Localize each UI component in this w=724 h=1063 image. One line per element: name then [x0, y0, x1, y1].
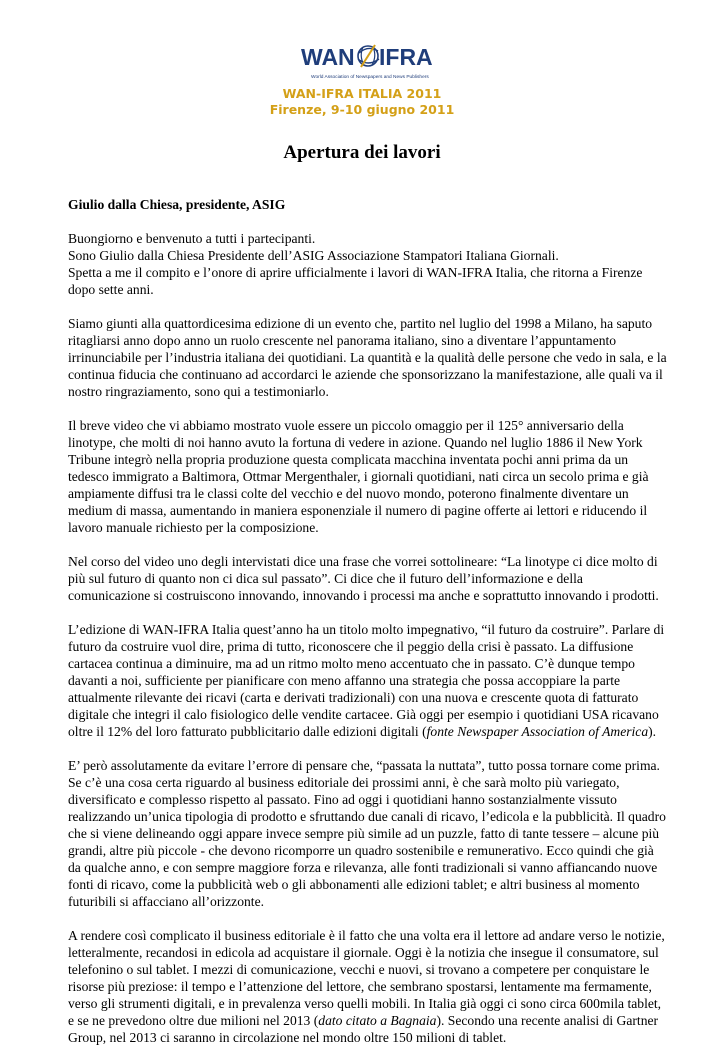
greeting-block [68, 230, 668, 298]
paragraph-future-to-build [68, 621, 668, 740]
wan-ifra-logo [301, 41, 433, 85]
conference-title: WAN-IFRA ITALIA 2011 [282, 86, 442, 101]
source-citation: dato citato a Bagnaia [318, 1013, 437, 1028]
paragraph-text: A rendere così complicato il business editoriale è il fatto che una volta era il lettore ad andare verso le notizie, letteralmente, recandosi in edicola ad acquistare il giornale. Oggi è la notizia che insegue il consumatore, sul telefonino o sul tablet. I mezzi di comunicazione, vecchi e nuovi, si trovano a competere per conquistare le risorse più preziose: il tempo e l’attenzione del lettore, che sembrano spostarsi, lentamente ma fermamente, verso gli strumenti digitali, e in prevalenza verso quelli mobili. In Italia già oggi ci sono circa 600mila tablet, e se ne prevedono oltre due milioni nel 2013 ( [68, 928, 665, 1028]
logo-ifra-text: IFRA [379, 44, 433, 70]
paragraph-anniversary-event: Siamo giunti alla quattordicesima edizione di un evento che, partito nel luglio del 1998 a Milano, ha saputo ritagliarsi anno dopo anno un ruolo crescente nel panorama italiano, sino a diventare l’appuntamento irrinunciabile per l’industria italiana dei quotidiani. La quantità e la qualità delle persone che vedo in sala, e la continua fiducia che continuano ad accordarci le aziende che sponsorizzano la manifestazione, alle quali va il nostro ringraziamento, sono qui a testimoniarlo. [68, 316, 667, 399]
conference-date: Firenze, 9-10 giugno 2011 [269, 102, 455, 117]
paragraph-business-puzzle: E’ però assolutamente da evitare l’errore di pensare che, “passata la nuttata”, tutto possa tornare come prima. Se c’è una cosa certa riguardo al business editoriale dei prossimi anni, è che sarà molto più variegato, diversificato e complesso rispetto al passato. Fino ad oggi i quotidiani hanno sostanzialmente vissuto realizzando un’unica tipologia di prodotto e sfruttando due canali di ricavo, l’edicola e la pubblicità. Il quadro che si viene delineando oggi appare invece sempre più simile ad un puzzle, fatto di tante tessere – alcune più grandi, altre più piccole - che devono ricomporre un quadro sostenibile e remunerativo. Ecco quindi che già da qualche anno, e con sempre maggiore forza e rilevanza, alle fonti tradizionali si vanno affiancando nuove fonti di ricavo, come la pubblicità web o gli abbonamenti alle edizioni tablet; e altri business al momento futuribili si affacciano all’orizzonte. [68, 758, 666, 909]
greeting-line: Sono Giulio dalla Chiesa Presidente dell’ASIG Associazione Stampatori Italiana Giornali. [68, 248, 559, 263]
logo-wan-text: WAN [301, 44, 355, 70]
globe-icon [358, 45, 379, 67]
paragraph-text: L’edizione di WAN-IFRA Italia quest’anno ha un titolo molto impegnativo, “il futuro da costruire”. Parlare di futuro da costruire vuol dire, prima di tutto, riconoscere che il peggio della crisi è passato. La diffusione cartacea continua a diminuire, ma ad un ritmo molto meno accentuato che in passato. C’è dunque tempo davanti a noi, sufficiente per pianificare con meno affanno una strategia che possa accoppiare la parte attualmente rilevante dei ricavi (carta e derivati tradizionali) con una nuova e crescente quota di fatturato digitale che integri il calo fisiologico delle vendite cartacee. Già oggi per esempio i quotidiani USA ricavano oltre il 12% del loro fatturato pubblicitario dalle edizioni digitali ( [68, 622, 665, 739]
wan-ifra-logo-mark [301, 41, 433, 85]
greeting-line: Buongiorno e benvenuto a tutti i partecipanti. [68, 231, 316, 246]
paragraph-interview-quote: Nel corso del video uno degli intervistati dice una frase che vorrei sottolineare: “La linotype ci dice molto di più sul futuro di quanto non ci dica sul passato”. Ci dice che il futuro dell’informazione e della comunicazione si costruiscono innovando, innovando i processi ma anche e soprattutto innovando i prodotti. [68, 554, 659, 603]
greeting-line: Spetta a me il compito e l’onore di aprire ufficialmente i lavori di WAN-IFRA Italia, che ritorna a Firenze dopo sette anni. [68, 265, 643, 297]
paragraph-digital-shift [68, 927, 668, 1046]
paragraph-text: ). Secondo una recente analisi di Gartner Group, nel 2013 ci saranno in circolazione nel mondo oltre 150 milioni di tablet. [68, 1013, 659, 1045]
document-body [68, 196, 668, 1063]
paragraph-text: ). [648, 724, 657, 739]
source-citation: fonte Newspaper Association of America [426, 724, 649, 739]
document-title: Apertura dei lavori [283, 142, 441, 163]
paragraph-linotype-video: Il breve video che vi abbiamo mostrato vuole essere un piccolo omaggio per il 125° anniversario della linotype, che molti di noi hanno avuto la fortuna di vedere in azione. Quando nel luglio 1886 il New York Tribune integrò nella propria produzione questa complicata macchina inventata pochi anni prima da un tedesco immigrato a Baltimora, Ottmar Mergenthaler, i giornali quotidiani, nati circa un secolo prima e già ampiamente diffusi tra le classi colte del vecchio e del nuovo mondo, poterono finalmente diventare un medium di massa, aumentando in maniera esponenziale il numero di pagine offerte ai lettori e riducendo il lavoro manuale richiesto per la composizione. [68, 418, 649, 535]
logo-tagline: World Association of Newspapers and News Publishers [311, 75, 429, 80]
speaker-name: Giulio dalla Chiesa, presidente, ASIG [68, 197, 286, 212]
